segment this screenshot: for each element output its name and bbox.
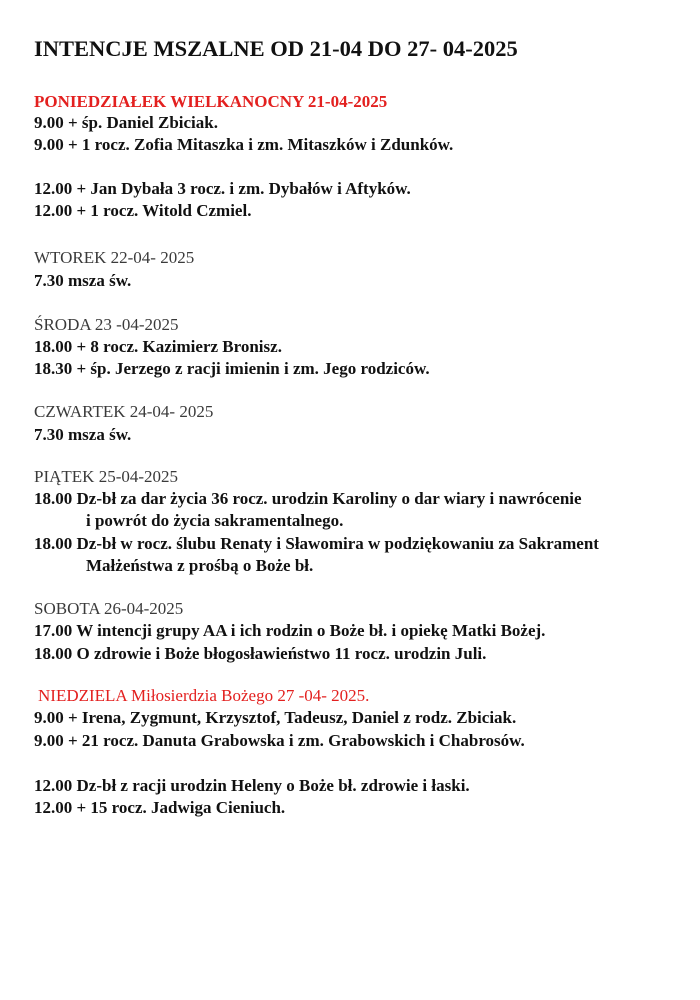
- intention-line: 9.00 + 1 rocz. Zofia Mitaszka i zm. Mitaszków i Zdunków.: [34, 135, 454, 154]
- intention-line: 12.00 + Jan Dybała 3 rocz. i zm. Dybałów i Aftyków.: [34, 179, 411, 198]
- day-heading-wednesday: ŚRODA 23 -04-2025: [34, 315, 179, 334]
- page-title: INTENCJE MSZALNE OD 21-04 DO 27- 04-2025: [34, 36, 518, 61]
- intention-line: 7.30 msza św.: [34, 425, 132, 444]
- intention-line: 12.00 + 15 rocz. Jadwiga Cieniuch.: [34, 798, 286, 817]
- intention-line: 18.30 + śp. Jerzego z racji imienin i zm. Jego rodziców.: [34, 359, 430, 378]
- day-heading-thursday: CZWARTEK 24-04- 2025: [34, 402, 214, 421]
- intention-line: 9.00 + śp. Daniel Zbiciak.: [34, 113, 218, 132]
- intention-line: 18.00 + 8 rocz. Kazimierz Bronisz.: [34, 337, 282, 356]
- day-heading-tuesday: WTOREK 22-04- 2025: [34, 248, 195, 267]
- day-heading-saturday: SOBOTA 26-04-2025: [34, 599, 184, 618]
- day-heading-monday: PONIEDZIAŁEK WIELKANOCNY 21-04-2025: [34, 92, 388, 111]
- intention-line: 17.00 W intencji grupy AA i ich rodzin o Boże bł. i opiekę Matki Bożej.: [34, 621, 546, 640]
- intention-line: 9.00 + 21 rocz. Danuta Grabowska i zm. Grabowskich i Chabrosów.: [34, 731, 525, 750]
- intention-line: 18.00 Dz-bł za dar życia 36 rocz. urodzin Karoliny o dar wiary i nawrócenie: [34, 489, 582, 508]
- intention-line-continued: Małżeństwa z prośbą o Boże bł.: [86, 556, 314, 575]
- intention-line: 12.00 + 1 rocz. Witold Czmiel.: [34, 201, 252, 220]
- intention-line: 18.00 O zdrowie i Boże błogosławieństwo 11 rocz. urodzin Juli.: [34, 644, 487, 663]
- intention-line: 7.30 msza św.: [34, 271, 132, 290]
- intention-line-continued: i powrót do życia sakramentalnego.: [86, 511, 344, 530]
- intention-line: 9.00 + Irena, Zygmunt, Krzysztof, Tadeusz, Daniel z rodz. Zbiciak.: [34, 708, 517, 727]
- intention-line: 18.00 Dz-bł w rocz. ślubu Renaty i Sławomira w podziękowaniu za Sakrament: [34, 534, 599, 553]
- day-heading-sunday: NIEDZIELA Miłosierdzia Bożego 27 -04- 2025.: [38, 686, 370, 705]
- day-heading-friday: PIĄTEK 25-04-2025: [34, 467, 179, 486]
- intention-line: 12.00 Dz-bł z racji urodzin Heleny o Boże bł. zdrowie i łaski.: [34, 776, 470, 795]
